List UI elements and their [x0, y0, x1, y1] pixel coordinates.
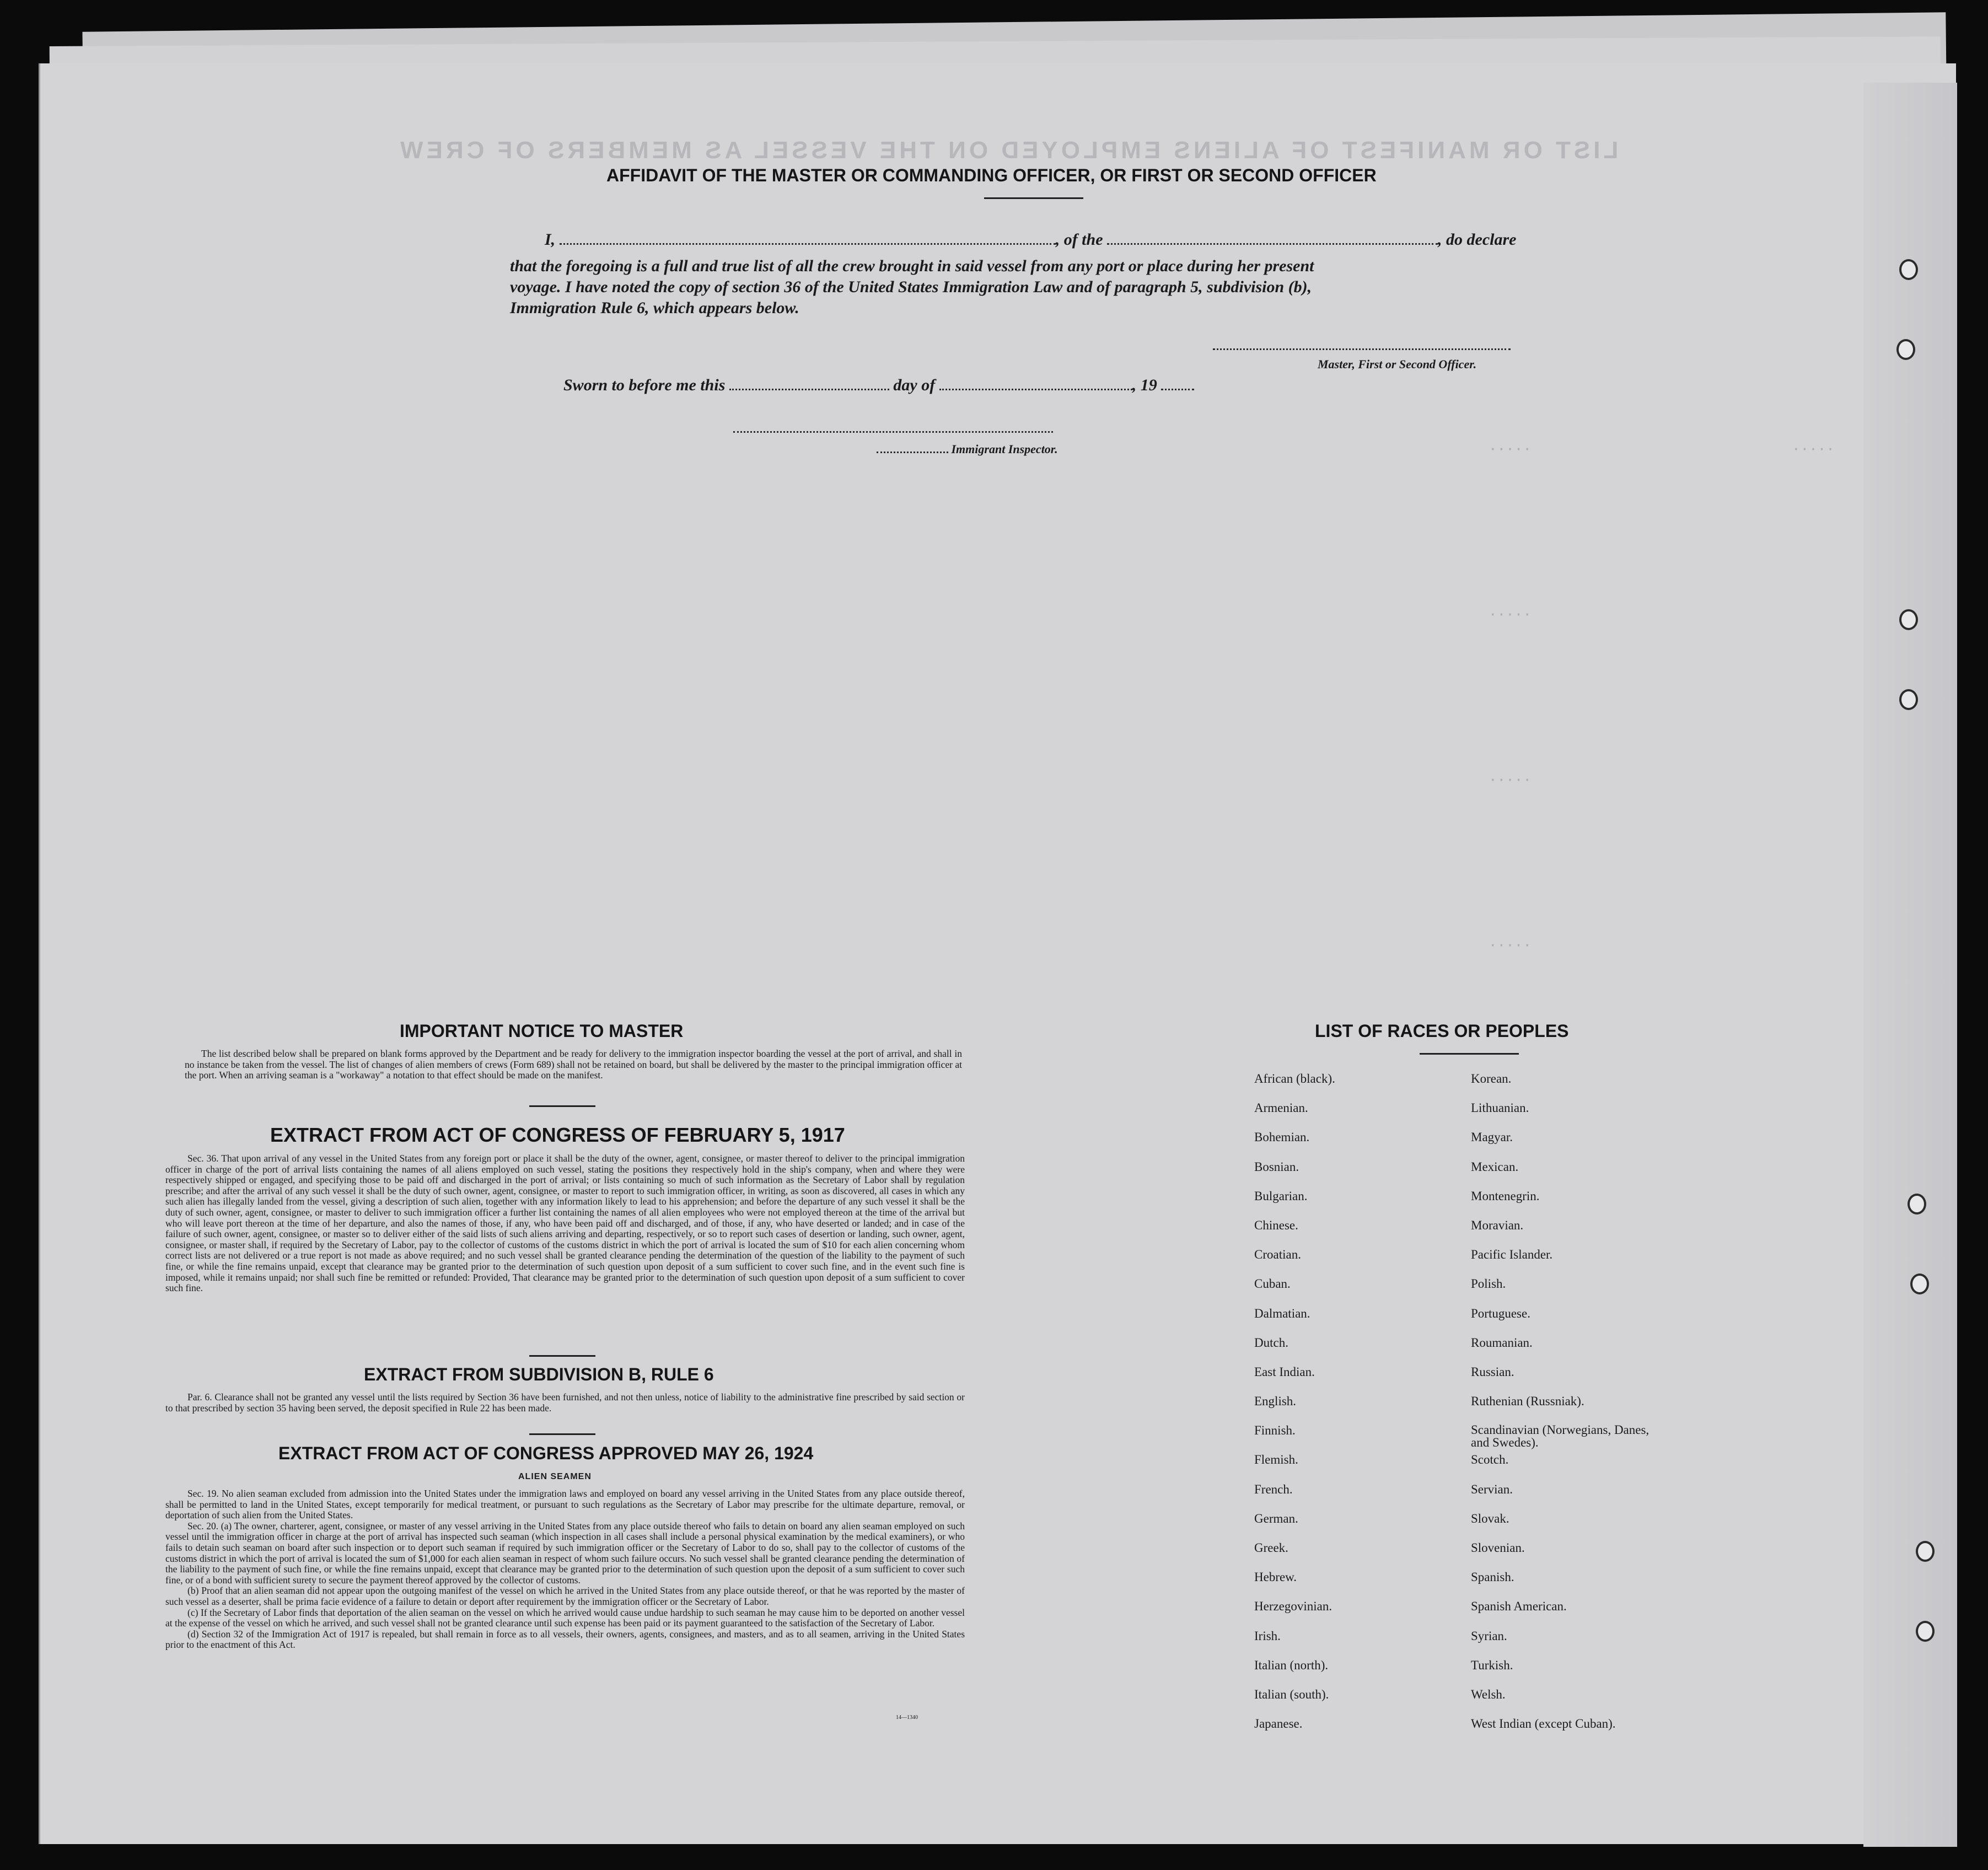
race-item: Russian.	[1471, 1364, 1514, 1379]
race-item: Roumanian.	[1471, 1335, 1533, 1350]
race-item: Slovak.	[1471, 1511, 1509, 1525]
race-item: Bulgarian.	[1254, 1189, 1308, 1203]
race-item: Armenian.	[1254, 1101, 1308, 1115]
race-item: Polish.	[1471, 1277, 1506, 1291]
race-item: Spanish.	[1471, 1570, 1514, 1584]
race-item: Chinese.	[1254, 1218, 1298, 1232]
form-number: 14—1340	[896, 1715, 918, 1721]
race-item: Scandinavian (Norwegians, Danes, and Swedes).	[1471, 1423, 1649, 1450]
race-item: Montenegrin.	[1471, 1189, 1540, 1203]
binder-hole-icon	[1908, 1194, 1926, 1215]
races-left-column	[1254, 1072, 1335, 1746]
binder-hole-icon	[1916, 1621, 1935, 1642]
race-item: African (black).	[1254, 1072, 1335, 1086]
race-item: Cuban.	[1254, 1277, 1291, 1291]
race-item: Ruthenian (Russniak).	[1471, 1394, 1584, 1409]
race-item: Italian (south).	[1254, 1687, 1329, 1701]
bleed-through-title: LIST OR MANIFEST OF ALIENS EMPLOYED ON THE VESSEL AS MEMBERS OF CREW	[397, 137, 1619, 164]
extract-rule6-text: Par. 6. Clearance shall not be granted any vessel until the lists required by Section 36 have been furnished, and not then unless, notice of liability to the administrative fine prescribed by said section or to that prescribed by section 35 having been served, the deposit specified in Rule 22 has been made.	[165, 1391, 965, 1414]
race-item: Irish.	[1254, 1629, 1281, 1643]
affidavit-line-4: Immigration Rule 6, which appears below.	[510, 299, 799, 317]
races-title: LIST OF RACES OR PEOPLES	[1315, 1021, 1569, 1041]
binder-hole-icon	[1896, 339, 1915, 360]
affidavit-line-3: voyage. I have noted the copy of section 36 of the United States Immigration Law and of paragraph 5, subdivision (b),	[510, 278, 1312, 296]
inspector-signature-line	[733, 424, 1053, 433]
race-item: Moravian.	[1471, 1218, 1524, 1232]
inspector-label: Immigrant Inspector.	[877, 442, 1058, 456]
extract-rule6-title: EXTRACT FROM SUBDIVISION B, RULE 6	[364, 1364, 714, 1384]
affidavit-title: AFFIDAVIT OF THE MASTER OR COMMANDING OFFICER, OR FIRST OR SECOND OFFICER	[606, 165, 1377, 185]
race-item: English.	[1254, 1394, 1297, 1409]
notice-title: IMPORTANT NOTICE TO MASTER	[400, 1021, 684, 1041]
race-item: Lithuanian.	[1471, 1101, 1529, 1115]
race-item: Welsh.	[1471, 1687, 1506, 1701]
binder-hole-icon	[1910, 1273, 1929, 1294]
race-item: Turkish.	[1471, 1658, 1513, 1672]
race-item: Magyar.	[1471, 1130, 1513, 1144]
extract-1924-para: (d) Section 32 of the Immigration Act of 1917 is repealed, but shall remain in force as to all vessels, their owners, agents, consignees, and masters, and as to all seamen, arriving in the United States prior to the enactment of this Act.	[165, 1628, 965, 1651]
race-item: Syrian.	[1471, 1629, 1507, 1643]
race-item: Mexican.	[1471, 1159, 1519, 1174]
race-item: Spanish American.	[1471, 1599, 1567, 1614]
binder-hole-icon	[1899, 689, 1918, 710]
extract-1917-text: Sec. 36. That upon arrival of any vessel in the United States from any foreign port or place it shall be the duty of the owner, agent, consignee, or master thereof to deliver to the principal immigration officer in charge of the port of arrival lists containing the names of all aliens employed on such vessel, stating the positions they respectively hold in the ship's company, when and where they were respectively shipped or engaged, and specifying those to be paid off and discharged in the port of arrival; or lists containing so much of such information as the Secretary of Labor shall by regulation prescribe; and after the arrival of any such vessel it shall be the duty of such owner, agent, consignee, or master to report to such immigration officer, in writing, as soon as discovered, all cases in which any such alien has illegally landed from the vessel, giving a description of such alien, together with any information likely to lead to his apprehension; and before the departure of any such vessel it shall be the duty of such owner, agent, consignee, or master to deliver to such immigration officer a further list containing the names of all alien employees who were not employed thereon at the time of the arrival but who will leave port thereon at the time of her departure, and also the names of those, if any, who have been paid off and discharged, and of those, if any, who have deserted or landed; and in case of the failure of such owner, agent, consignee, or master so to deliver either of the said lists of such aliens arriving and departing, respectively, or so to report such cases of desertion or landing, such owner, agent, consignee, or master shall, if required by the Secretary of Labor, pay to the collector of customs of the customs district in which the port of arrival is located the sum of $10 for each alien concerning whom correct lists are not delivered or a true report is not made as above required; and no such vessel shall be granted clearance pending the determination of the question of the liability to the payment of such fine, or while the fine remains unpaid, except that clearance may be granted prior to the determination of such question upon deposit of a sum sufficient to cover such fine, and in the event such fine is imposed, while it remains unpaid; nor shall such fine be remitted or refunded: Provided, That clearance may be granted prior to the determination of such question upon deposit of a sum sufficient to cover such fine.	[165, 1153, 965, 1294]
affidavit-line-2: that the foregoing is a full and true list of all the crew brought in said vessel from any port or place during her present	[510, 257, 1314, 275]
affidavit-declare-line: I, , of the , do declare	[545, 230, 1517, 249]
race-item: Portuguese.	[1471, 1306, 1530, 1320]
race-item: Dutch.	[1254, 1335, 1288, 1350]
race-item: Slovenian.	[1471, 1541, 1525, 1555]
notice-rule	[529, 1105, 595, 1107]
races-title-rule	[1420, 1053, 1519, 1055]
race-item: Dalmatian.	[1254, 1306, 1310, 1320]
affidavit-title-rule	[984, 197, 1083, 199]
race-item: French.	[1254, 1482, 1293, 1496]
race-item: Japanese.	[1254, 1717, 1303, 1731]
master-signature-label: Master, First or Second Officer.	[1318, 357, 1477, 371]
races-right-column	[1471, 1072, 1658, 1746]
extract-rule6-rule	[529, 1433, 595, 1435]
extract-1917-rule	[529, 1355, 595, 1357]
extract-1924-text	[165, 1489, 965, 1651]
extract-1924-subtitle: ALIEN SEAMEN	[518, 1472, 592, 1481]
binder-hole-icon	[1899, 259, 1918, 280]
binder-hole-icon	[1916, 1541, 1935, 1562]
race-item: Flemish.	[1254, 1453, 1298, 1467]
extract-1924-para: (c) If the Secretary of Labor finds that deportation of the alien seaman on the vessel on which he arrived would cause undue hardship to such seaman he may cause him to be deported on another vessel at the expense of the vessel on which he arrived, and such vessel shall not be granted clearance until such expense has been paid or its payment guaranteed to the satisfaction of the Secretary of Labor.	[165, 1606, 965, 1629]
race-item: Korean.	[1471, 1072, 1512, 1086]
race-item: Italian (north).	[1254, 1658, 1329, 1672]
extract-1924-para: Sec. 20. (a) The owner, charterer, agent, consignee, or master of any vessel arriving in the United States from any place outside thereof who fails to detain on board any alien seaman employed on such vessel until the immigration officer in charge at the port of arrival has inspected such seaman (which inspection in all cases shall include a personal physical examination by the medical examiners), or who fails to detain such seaman on board after such inspection or to deport such seaman if required by such immigration officer or the Secretary of Labor to do so, shall pay to the collector of customs of the customs district in which the port of arrival is located the sum of $1,000 for each alien seaman in respect of whom such failure occurs. No such vessel shall be granted clearance pending the determination of the liability to the payment of such fine, or while the fine remains unpaid, except that clearance may be granted prior to the determination of such question upon the deposit of a sum sufficient to cover such fine, or of a bond with sufficient surety to secure the payment thereof approved by the collector of customs.	[165, 1520, 965, 1586]
extract-1924-para: (b) Proof that an alien seaman did not appear upon the outgoing manifest of the vessel on which he arrived in the United States from any place outside thereof, or that he was reported by the master of such vessel as a deserter, shall be prima facie evidence of a failure to detain or deport after requirement by the immigration officer or the Secretary of Labor.	[165, 1585, 965, 1607]
binder-hole-icon	[1899, 609, 1918, 630]
race-item: Servian.	[1471, 1482, 1513, 1496]
race-item: Greek.	[1254, 1541, 1288, 1555]
sworn-line: Sworn to before me this day of , 19	[563, 376, 1194, 395]
master-signature-line	[1213, 342, 1511, 350]
race-item: Finnish.	[1254, 1423, 1296, 1438]
race-item: Hebrew.	[1254, 1570, 1297, 1584]
race-item: Croatian.	[1254, 1248, 1301, 1262]
race-item: Scotch.	[1471, 1453, 1509, 1467]
notice-text: The list described below shall be prepared on blank forms approved by the Department and be ready for delivery to the immigration inspector boarding the vessel at the port of arrival, and shall in no instance be taken from the vessel. The list of changes of alien members of crews (Form 689) shall not be retained on board, but shall be delivered by the master to the principal immigration officer at the port. When an arriving seaman is a "workaway" a notation to that effect should be made on the manifest.	[185, 1048, 962, 1081]
race-item: East Indian.	[1254, 1364, 1315, 1379]
race-item: Bohemian.	[1254, 1130, 1310, 1144]
race-item: Bosnian.	[1254, 1159, 1299, 1174]
extract-1924-title: EXTRACT FROM ACT OF CONGRESS APPROVED MAY 26, 1924	[278, 1443, 814, 1463]
extract-1924-para: Sec. 19. No alien seaman excluded from admission into the United States under the immigration laws and employed on board any vessel arriving in the United States from any place outside thereof, shall be permitted to land in the United States, except temporarily for medical treatment, or pursuant to such regulations as the Secretary of Labor may prescribe for the ultimate departure, removal, or deportation of such alien from the United States.	[165, 1488, 965, 1521]
race-item: Herzegovinian.	[1254, 1599, 1333, 1614]
race-item: West Indian (except Cuban).	[1471, 1717, 1616, 1731]
race-item: Pacific Islander.	[1471, 1248, 1553, 1262]
race-item: German.	[1254, 1511, 1298, 1525]
extract-1917-title: EXTRACT FROM ACT OF CONGRESS OF FEBRUARY 5, 1917	[270, 1124, 845, 1146]
